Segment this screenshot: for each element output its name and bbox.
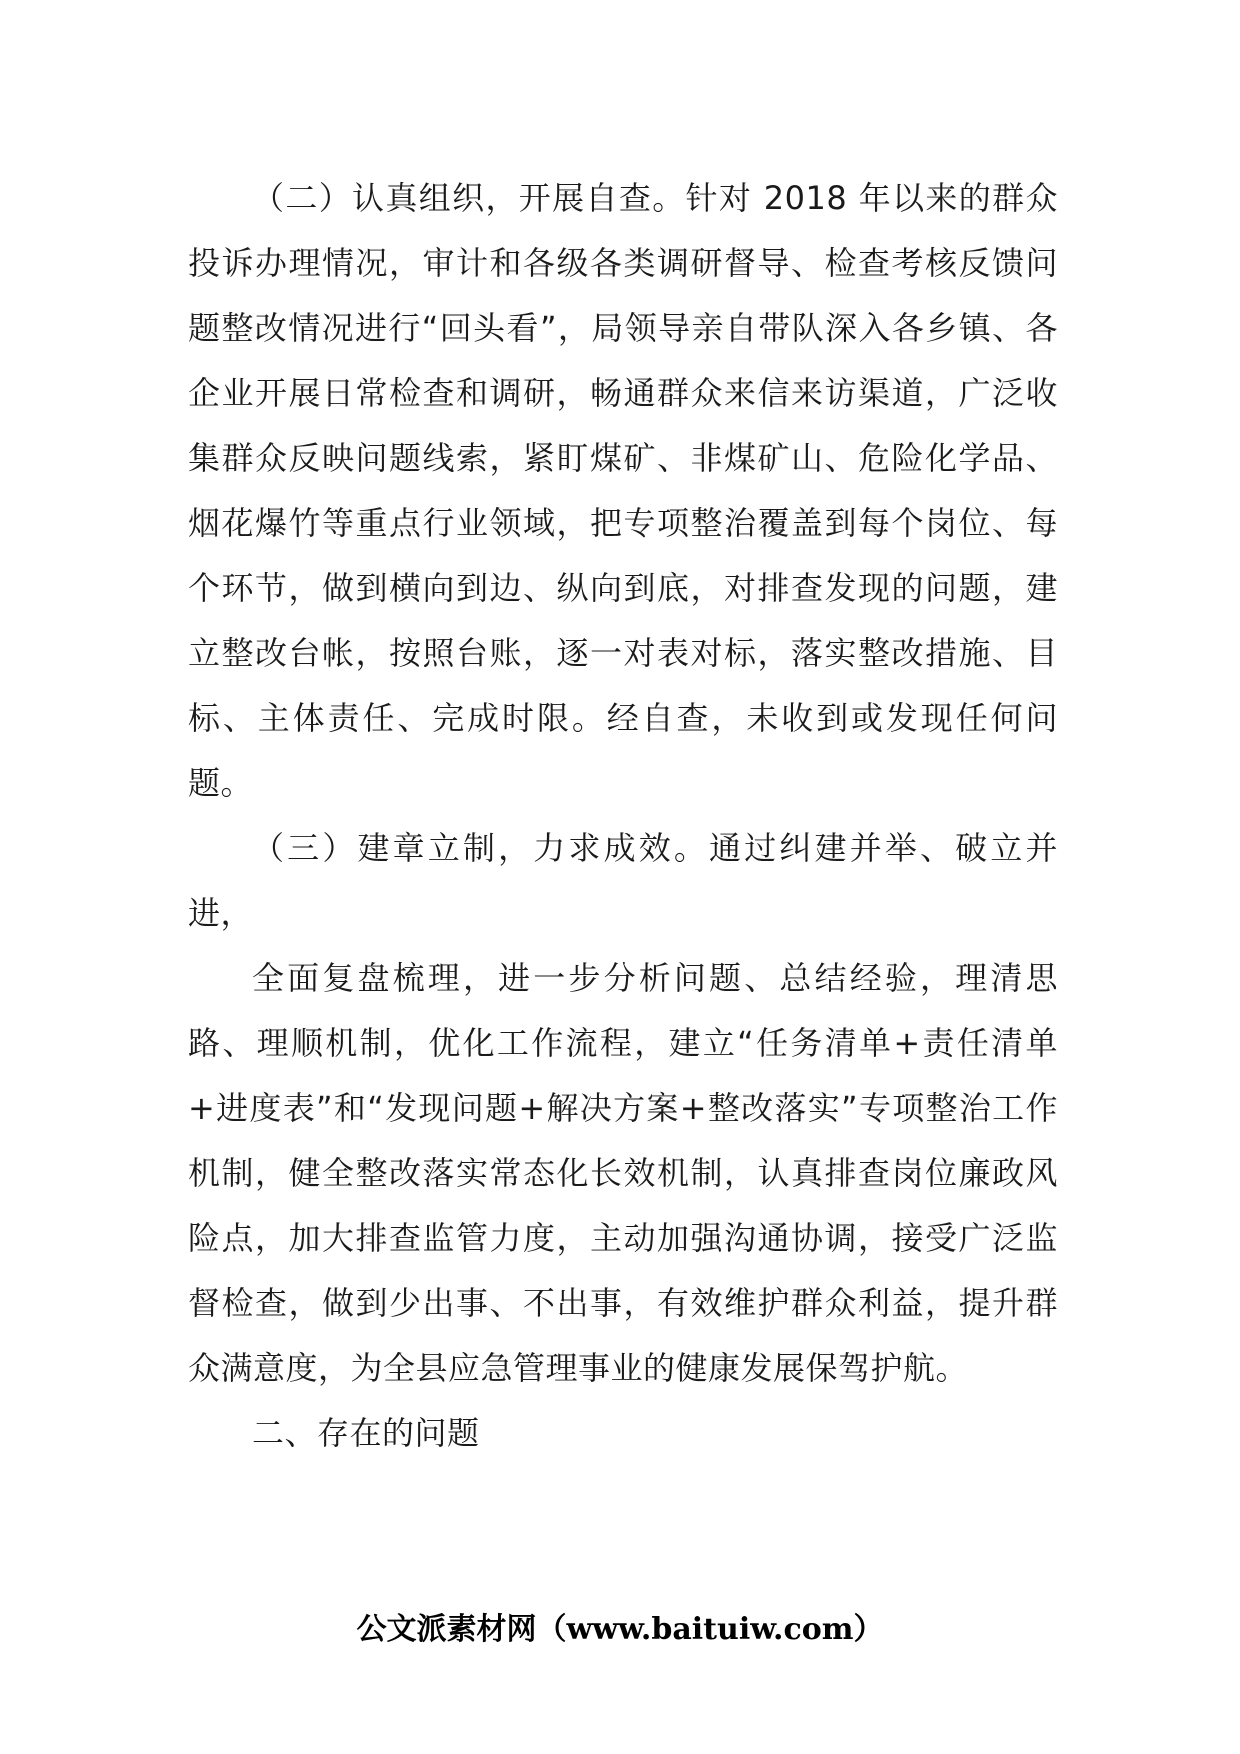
footer-watermark-text: 公文派素材网（www.baituiw.com） (356, 1612, 884, 1647)
paragraph-self-inspection: （二）认真组织，开展自查。针对 2018 年以来的群众投诉办理情况，审计和各级各类调研督导、检查考核反馈问题整改情况进行“回头看”，局领导亲自带队深入各乡镇、各企业开展日常检查和调研，畅通群众来信来访渠道，广泛收集群众反映问题线索，紧盯煤矿、非煤矿山、危险化学品、烟花爆竹等重点行业领域，把专项整治覆盖到每个岗位、每个环节，做到横向到边、纵向到底，对排查发现的问题，建立整改台帐，按照台账，逐一对表对标，落实整改措施、目标、主体责任、完成时限。经自查，未收到或发现任何问题。 (188, 179, 1058, 802)
section-heading-problems: 二、存在的问题 (252, 1414, 480, 1452)
paragraph-review-summary: 全面复盘梳理，进一步分析问题、总结经验，理清思路、理顺机制，优化工作流程，建立“任务清单+责任清单+进度表”和“发现问题+解决方案+整改落实”专项整治工作机制，健全整改落实常态化长效机制，认真排查岗位廉政风险点，加大排查监管力度，主动加强沟通协调，接受广泛监督检查，做到少出事、不出事，有效维护群众利益，提升群众满意度，为全县应急管理事业的健康发展保驾护航。 (188, 959, 1058, 1387)
paragraph-institution-building: （三）建章立制，力求成效。通过纠建并举、破立并进， (188, 829, 1058, 932)
document-body (188, 166, 1058, 1466)
